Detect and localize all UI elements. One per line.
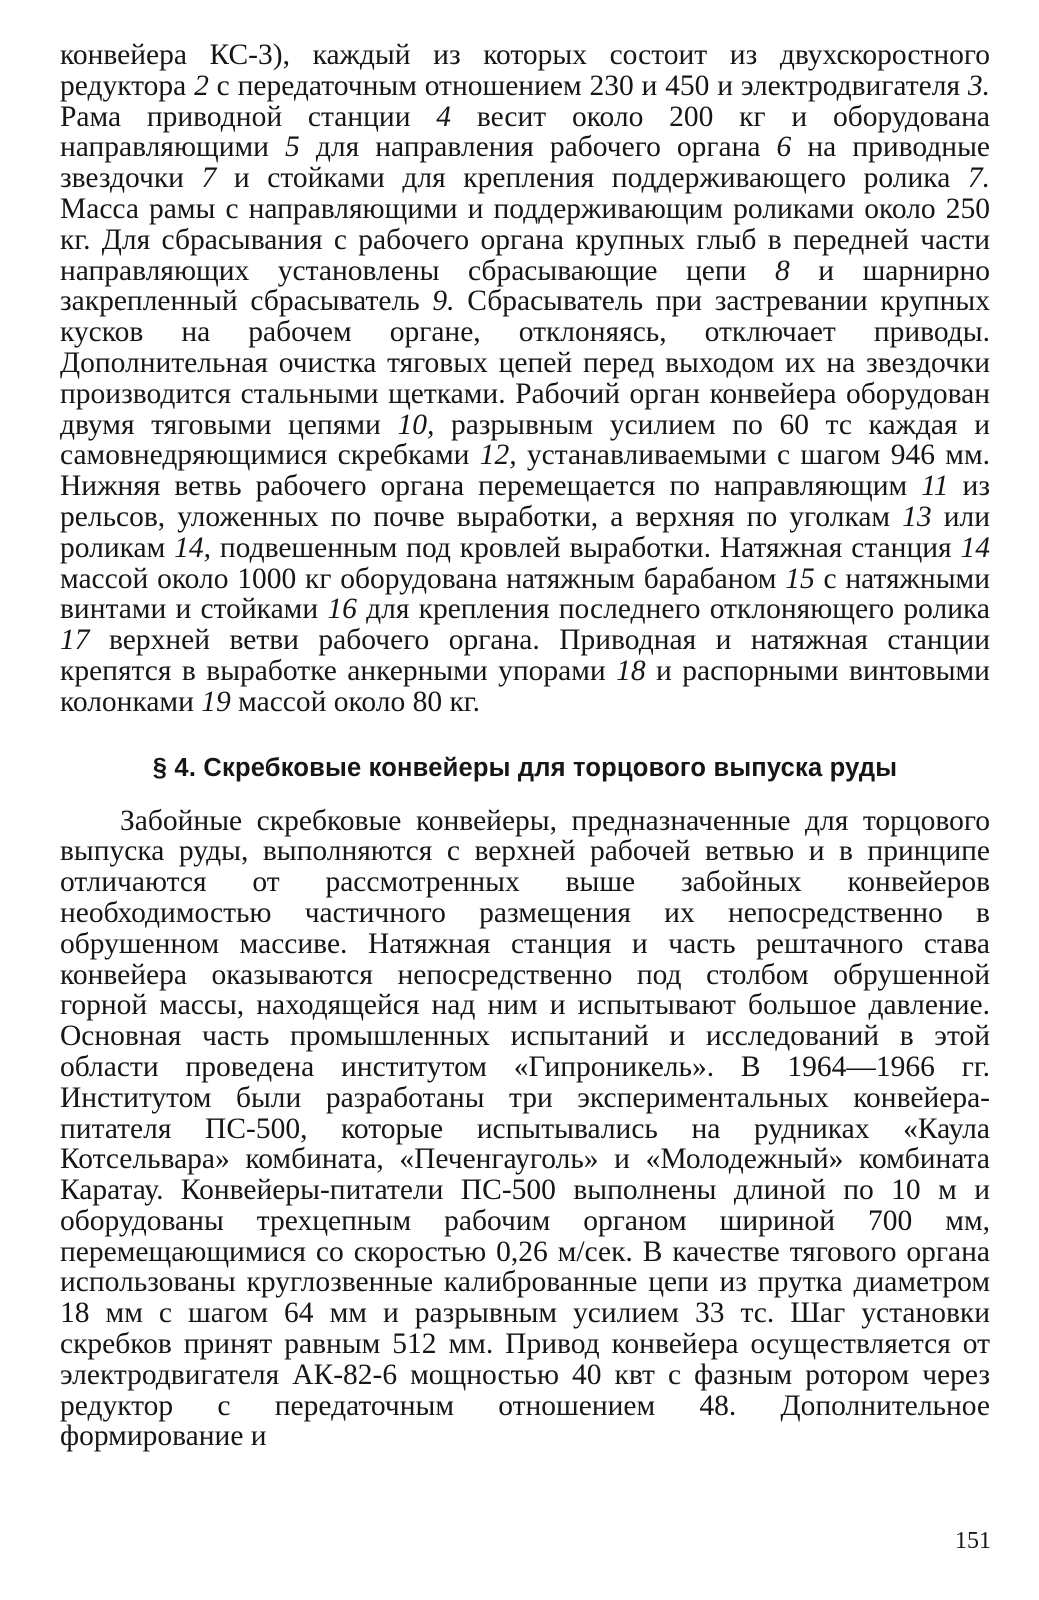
text-run: с натяжными винтами и стойками [60, 562, 990, 626]
text-run: и стойками для крепления поддерживающего ролика [216, 162, 968, 195]
figure-reference-number: 12, [479, 439, 517, 472]
text-run: массой около 1000 кг оборудована натяжным барабаном [60, 562, 786, 595]
text-run: Сбрасыватель при застревании крупных кусков на рабочем органе, отклоняясь, отключает приводы. Дополнительная очистка тяговых цепей перед выходом их на звездочки производится стальными щетками. Рабочий орган конвейера оборудован двумя тяговыми цепями [60, 285, 990, 441]
text-run: конвейера КС-3), каждый из которых состоит из двухскоростного редуктора [60, 39, 990, 102]
text-run: верхней ветви рабочего органа. Приводная и натяжная станции крепятся в выработке анкерными упорами [60, 624, 990, 687]
figure-reference-number: 13 [902, 500, 932, 533]
document-page [60, 40, 990, 1452]
figure-reference-number: 6 [776, 131, 792, 164]
figure-reference-number: 9. [432, 285, 455, 318]
text-run: для крепления последнего отклоняющего ролика [356, 593, 990, 626]
figure-reference-number: 10, [397, 408, 435, 441]
figure-reference-number: 8 [774, 254, 790, 287]
text-run: и шарнирно закрепленный сбрасыватель [60, 254, 990, 318]
text-run: разрывным усилием по 60 тс каждая и самовнедряющимися скребками [60, 408, 990, 472]
figure-reference-number: 7 [201, 162, 217, 195]
text-run: устанавливаемыми с шагом 946 мм. Нижняя ветвь рабочего органа перемещается по направляющим [60, 439, 990, 503]
figure-reference-number: 14, [174, 531, 212, 564]
text-run: и распорными винтовыми колонками [60, 654, 990, 718]
text-run: для направления рабочего органа [299, 131, 777, 164]
figure-reference-number: 11 [921, 470, 949, 503]
figure-reference-number: 2 [194, 69, 209, 102]
text-run: или роликам [60, 500, 991, 564]
figure-reference-number: 7. [967, 162, 990, 195]
figure-reference-number: 17 [60, 624, 90, 657]
text-run: подвешенным под кровлей выработки. Натяжная станция [211, 531, 961, 564]
body-paragraph-section-4: Забойные скребковые конвейеры, предназначенные для торцового выпуска руды, выполняются с верхней рабочей ветвью и в принципе отличаются от рассмотренных выше забойных конвейеров необходимостью частичного размещения их непосредственно в обрушенном массиве. Натяжная станция и часть рештачного става конвейера оказываются непосредственно под столбом обрушенной горной массы, находящейся над ним и испытывают большое давление. Основная часть промышленных испытаний и исследований в этой области проведена институтом «Гипроникель». В 1964—1966 гг. Институтом были разработаны три экспериментальных конвейера-питателя ПС-500, которые испытывались на рудниках «Каула Котсельвара» комбината, «Печенгауголь» и «Молодежный» комбината Каратау. Конвейеры-питатели ПС-500 выполнены длиной по 10 м и оборудованы трехцепным рабочим органом шириной 700 мм, перемещающимися со скоростью 0,26 м/сек. В качестве тягового органа использованы круглозвенные калиброванные цепи из прутка диаметром 18 мм с шагом 64 мм и разрывным усилием 33 тс. Шаг установки скребков принят равным 512 мм. Привод конвейера осуществляется от электродвигателя АК-82-6 мощностью 40 квт с фазным ротором через редуктор с передаточным отношением 48. Дополнительное формирование и [60, 804, 990, 1453]
body-paragraph-continued [60, 40, 990, 718]
figure-reference-number: 15 [785, 562, 815, 595]
figure-reference-number: 3. [967, 69, 990, 102]
text-run: на приводные звездочки [60, 131, 990, 195]
text-run: Рама приводной станции [60, 100, 437, 133]
page-number: 151 [955, 1528, 991, 1554]
figure-reference-number: 14 [960, 531, 990, 564]
figure-reference-number: 4 [436, 100, 452, 133]
figure-reference-number: 19 [201, 685, 231, 718]
text-run: из рельсов, уложенных по почве выработки, а верхняя по уголкам [60, 470, 990, 533]
text-run: с передаточным отношением 230 и 450 и электродвигателя [208, 69, 968, 102]
figure-reference-number: 16 [327, 593, 357, 626]
section-heading: § 4. Скребковые конвейеры для торцового выпуска руды [152, 753, 898, 782]
text-run: массой около 80 кг. [230, 685, 480, 718]
text-run: весит около 200 кг и оборудована направляющими [60, 100, 990, 164]
text-run: Масса рамы с направляющими и поддерживающим роликами около 250 кг. Для сбрасывания с рабочего органа крупных глыб в передней части направляющих установлены сбрасывающие цепи [60, 192, 990, 287]
figure-reference-number: 18 [616, 654, 646, 687]
figure-reference-number: 5 [285, 131, 300, 164]
